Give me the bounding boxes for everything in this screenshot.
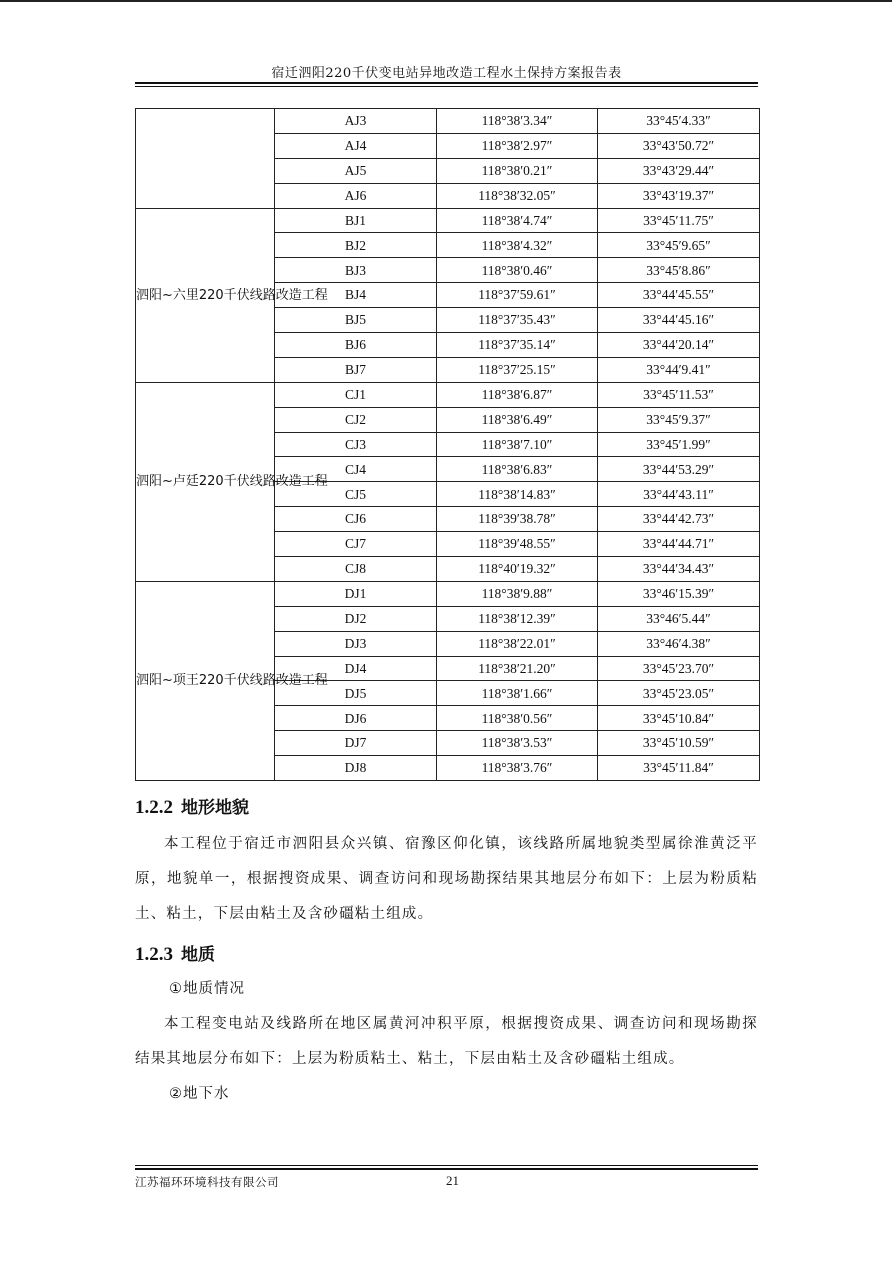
point-id-cell: CJ6 [275, 507, 437, 532]
section-title: 地形地貌 [181, 798, 249, 818]
section-title: 地质 [181, 945, 215, 965]
point-id-cell: BJ7 [275, 357, 437, 382]
point-id-cell: CJ4 [275, 457, 437, 482]
point-id-cell: AJ6 [275, 183, 437, 208]
point-id-cell: CJ1 [275, 382, 437, 407]
longitude-cell: 118°38′0.21″ [437, 158, 598, 183]
subsection-label: ①地质情况 [169, 981, 245, 997]
longitude-cell: 118°39′38.78″ [437, 507, 598, 532]
point-id-cell: DJ3 [275, 631, 437, 656]
section-1-2-3 [135, 940, 758, 1112]
latitude-cell: 33°45′4.33″ [598, 109, 760, 134]
point-id-cell: DJ5 [275, 681, 437, 706]
longitude-cell: 118°38′32.05″ [437, 183, 598, 208]
latitude-cell: 33°45′8.86″ [598, 258, 760, 283]
section-paragraph: 本工程位于宿迁市泗阳县众兴镇、宿豫区仰化镇，该线路所属地貌类型属徐淮黄泛平原，地貌单一，根据搜资成果、调查访问和现场勘探结果其地层分布如下：上层为粉质粘土、粘土，下层由粘土及含砂礓粘土组成。 [135, 836, 758, 922]
table-row [136, 208, 760, 233]
longitude-cell: 118°38′0.46″ [437, 258, 598, 283]
section-number: 1.2.3 [135, 944, 173, 965]
subsection-label: ②地下水 [169, 1086, 230, 1102]
latitude-cell: 33°45′10.59″ [598, 731, 760, 756]
latitude-cell: 33°44′44.71″ [598, 532, 760, 557]
latitude-cell: 33°46′5.44″ [598, 606, 760, 631]
section-number: 1.2.2 [135, 797, 173, 818]
table-row [136, 109, 760, 134]
point-id-cell: CJ8 [275, 557, 437, 582]
latitude-cell: 33°45′1.99″ [598, 432, 760, 457]
point-id-cell: DJ4 [275, 656, 437, 681]
latitude-cell: 33°45′11.53″ [598, 382, 760, 407]
section-heading [135, 793, 758, 819]
latitude-cell: 33°44′45.16″ [598, 308, 760, 333]
latitude-cell: 33°44′43.11″ [598, 482, 760, 507]
point-id-cell: CJ3 [275, 432, 437, 457]
longitude-cell: 118°38′6.83″ [437, 457, 598, 482]
latitude-cell: 33°45′23.05″ [598, 681, 760, 706]
latitude-cell: 33°45′11.84″ [598, 756, 760, 781]
longitude-cell: 118°38′6.49″ [437, 407, 598, 432]
page-top-border [0, 0, 892, 2]
longitude-cell: 118°37′59.61″ [437, 283, 598, 308]
group-name-cell: 泗阳~六里220千伏线路改造工程 [136, 208, 275, 382]
point-id-cell: BJ6 [275, 333, 437, 358]
longitude-cell: 118°38′21.20″ [437, 656, 598, 681]
point-id-cell: BJ3 [275, 258, 437, 283]
latitude-cell: 33°44′42.73″ [598, 507, 760, 532]
latitude-cell: 33°46′4.38″ [598, 631, 760, 656]
longitude-cell: 118°37′35.43″ [437, 308, 598, 333]
longitude-cell: 118°38′14.83″ [437, 482, 598, 507]
latitude-cell: 33°45′23.70″ [598, 656, 760, 681]
footer-rule-thin [135, 1165, 758, 1166]
header-title: 宿迁泗阳220千伏变电站异地改造工程水土保持方案报告表 [271, 66, 622, 81]
longitude-cell: 118°38′6.87″ [437, 382, 598, 407]
point-id-cell: AJ4 [275, 133, 437, 158]
section-heading [135, 940, 758, 966]
latitude-cell: 33°44′45.55″ [598, 283, 760, 308]
point-id-cell: CJ2 [275, 407, 437, 432]
longitude-cell: 118°38′3.53″ [437, 731, 598, 756]
latitude-cell: 33°44′20.14″ [598, 333, 760, 358]
longitude-cell: 118°39′48.55″ [437, 532, 598, 557]
point-id-cell: DJ6 [275, 706, 437, 731]
longitude-cell: 118°38′4.74″ [437, 208, 598, 233]
section-paragraph: 本工程变电站及线路所在地区属黄河冲积平原，根据搜资成果、调查访问和现场勘探结果其地层分布如下：上层为粉质粘土、粘土，下层由粘土及含砂礓粘土组成。 [135, 1016, 758, 1067]
longitude-cell: 118°38′1.66″ [437, 681, 598, 706]
point-id-cell: DJ1 [275, 581, 437, 606]
point-id-cell: CJ7 [275, 532, 437, 557]
point-id-cell: CJ5 [275, 482, 437, 507]
point-id-cell: AJ3 [275, 109, 437, 134]
page-number: 21 [446, 1173, 459, 1188]
coordinates-table [135, 108, 760, 781]
group-name-cell: 泗阳~项王220千伏线路改造工程 [136, 581, 275, 780]
longitude-cell: 118°37′25.15″ [437, 357, 598, 382]
point-id-cell: AJ5 [275, 158, 437, 183]
latitude-cell: 33°45′11.75″ [598, 208, 760, 233]
point-id-cell: DJ8 [275, 756, 437, 781]
latitude-cell: 33°46′15.39″ [598, 581, 760, 606]
point-id-cell: BJ5 [275, 308, 437, 333]
group-name-cell [136, 109, 275, 209]
longitude-cell: 118°40′19.32″ [437, 557, 598, 582]
latitude-cell: 33°45′10.84″ [598, 706, 760, 731]
longitude-cell: 118°38′3.76″ [437, 756, 598, 781]
point-id-cell: DJ7 [275, 731, 437, 756]
point-id-cell: BJ4 [275, 283, 437, 308]
latitude-cell: 33°45′9.65″ [598, 233, 760, 258]
latitude-cell: 33°45′9.37″ [598, 407, 760, 432]
footer-rule [135, 1168, 758, 1170]
latitude-cell: 33°44′9.41″ [598, 357, 760, 382]
table-row [136, 382, 760, 407]
longitude-cell: 118°37′35.14″ [437, 333, 598, 358]
group-name-cell: 泗阳~卢廷220千伏线路改造工程 [136, 382, 275, 581]
longitude-cell: 118°38′22.01″ [437, 631, 598, 656]
footer-company: 江苏福环环境科技有限公司 [135, 1175, 279, 1189]
latitude-cell: 33°44′34.43″ [598, 557, 760, 582]
point-id-cell: DJ2 [275, 606, 437, 631]
longitude-cell: 118°38′9.88″ [437, 581, 598, 606]
latitude-cell: 33°44′53.29″ [598, 457, 760, 482]
longitude-cell: 118°38′4.32″ [437, 233, 598, 258]
header-rule [135, 82, 758, 84]
point-id-cell: BJ2 [275, 233, 437, 258]
latitude-cell: 33°43′50.72″ [598, 133, 760, 158]
longitude-cell: 118°38′7.10″ [437, 432, 598, 457]
coordinates-table-body [136, 109, 760, 781]
latitude-cell: 33°43′29.44″ [598, 158, 760, 183]
longitude-cell: 118°38′12.39″ [437, 606, 598, 631]
point-id-cell: BJ1 [275, 208, 437, 233]
section-1-2-2 [135, 793, 758, 932]
longitude-cell: 118°38′2.97″ [437, 133, 598, 158]
table-row [136, 581, 760, 606]
longitude-cell: 118°38′3.34″ [437, 109, 598, 134]
header-rule-thin [135, 86, 758, 87]
latitude-cell: 33°43′19.37″ [598, 183, 760, 208]
longitude-cell: 118°38′0.56″ [437, 706, 598, 731]
